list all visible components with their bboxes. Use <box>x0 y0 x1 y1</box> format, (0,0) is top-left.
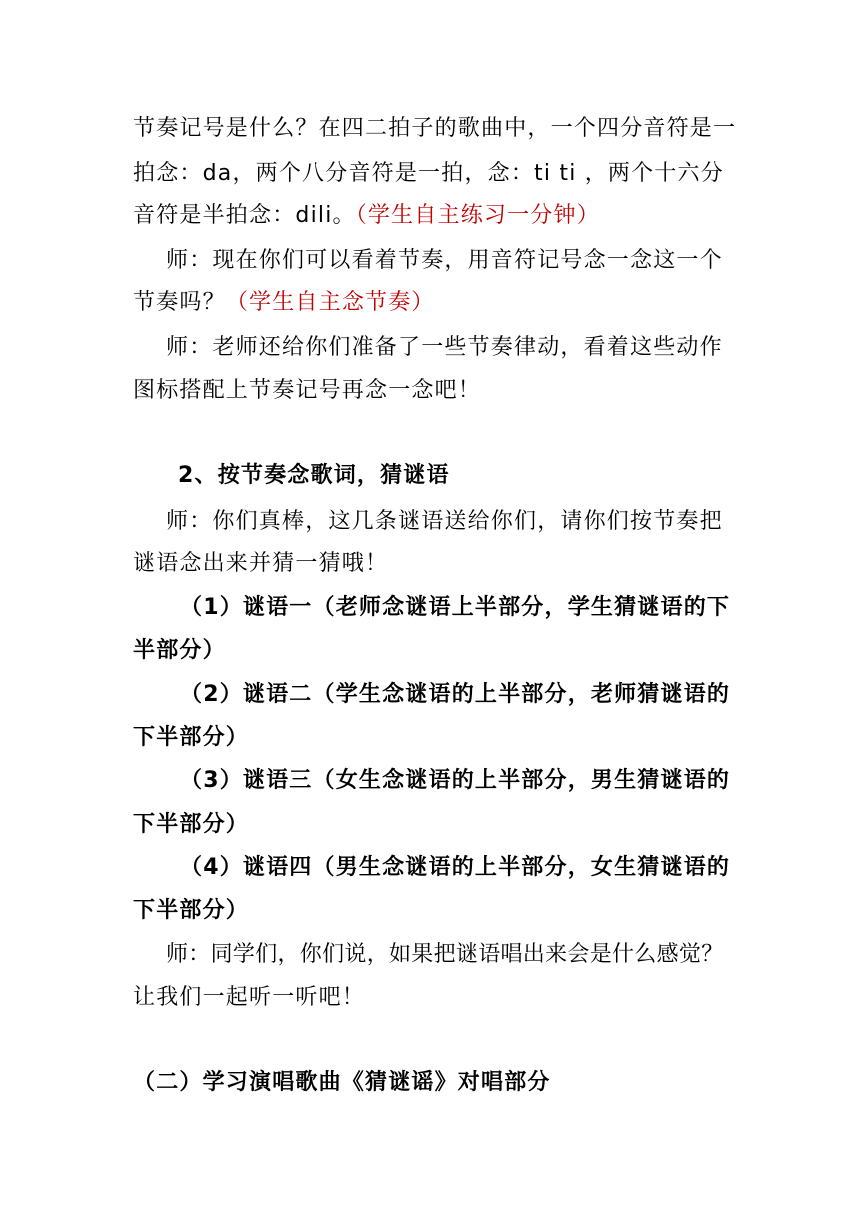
riddle-text: （3）谜语三（女生念谜语的上半部分，男生猜谜语的 <box>180 768 731 793</box>
teacher-line <box>166 246 766 276</box>
section-heading <box>178 461 778 491</box>
riddle-text: （1）谜语一（老师念谜语上半部分，学生猜谜语的下 <box>180 595 731 620</box>
riddle-text: 下半部分） <box>133 898 250 923</box>
teacher-line <box>166 507 766 537</box>
teacher-line <box>166 940 766 970</box>
riddle-item <box>180 593 780 623</box>
student-activity-note: （学生自主念节奏） <box>225 290 435 315</box>
riddle-item-continued <box>133 636 733 666</box>
line-text: 师：你们真棒，这几条谜语送给你们，请你们按节奏把 <box>166 509 723 534</box>
riddle-text: 半部分） <box>133 638 226 663</box>
paragraph-line <box>133 549 733 579</box>
riddle-item-continued <box>133 723 733 753</box>
line-text: 谜语念出来并猜一猜哦！ <box>133 551 389 576</box>
heading-text: 2、按节奏念歌词，猜谜语 <box>178 463 450 488</box>
paragraph-line <box>133 159 733 189</box>
riddle-text: 下半部分） <box>133 812 250 837</box>
riddle-text: （4）谜语四（男生念谜语的上半部分，女生猜谜语的 <box>180 855 731 880</box>
line-text: 节奏吗？ <box>133 290 226 315</box>
line-text: 节奏记号是什么？在四二拍子的歌曲中，一个四分音符是一 <box>133 116 737 141</box>
paragraph-line <box>133 376 733 406</box>
line-text: 师：老师还给你们准备了一些节奏律动，看着这些动作 <box>166 335 723 360</box>
riddle-item <box>180 853 780 883</box>
riddle-text: （2）谜语二（学生念谜语的上半部分，老师猜谜语的 <box>180 682 731 707</box>
line-text: 音符是半拍念：dili。 <box>133 203 356 228</box>
riddle-item <box>180 766 780 796</box>
section-heading <box>133 1068 733 1098</box>
riddle-text: 下半部分） <box>133 725 250 750</box>
riddle-item <box>180 680 780 710</box>
student-activity-note: （学生自主练习一分钟） <box>355 203 600 228</box>
paragraph-line <box>133 983 733 1013</box>
line-text: 图标搭配上节奏记号再念一念吧！ <box>133 378 482 403</box>
heading-text: （二）学习演唱歌曲《猜谜谣》对唱部分 <box>133 1070 551 1095</box>
line-text: 师：同学们，你们说，如果把谜语唱出来会是什么感觉？ <box>166 942 724 967</box>
paragraph-line <box>133 114 737 144</box>
line-text: 让我们一起听一听吧！ <box>133 985 366 1010</box>
riddle-item-continued <box>133 810 733 840</box>
paragraph-line <box>133 288 733 318</box>
line-text: 师：现在你们可以看着节奏，用音符记号念一念这一个 <box>166 248 723 273</box>
teacher-line <box>166 333 766 363</box>
paragraph-line <box>133 201 733 231</box>
line-text: 拍念：da，两个八分音符是一拍，念：ti ti ，两个十六分 <box>133 161 724 186</box>
riddle-item-continued <box>133 896 733 926</box>
